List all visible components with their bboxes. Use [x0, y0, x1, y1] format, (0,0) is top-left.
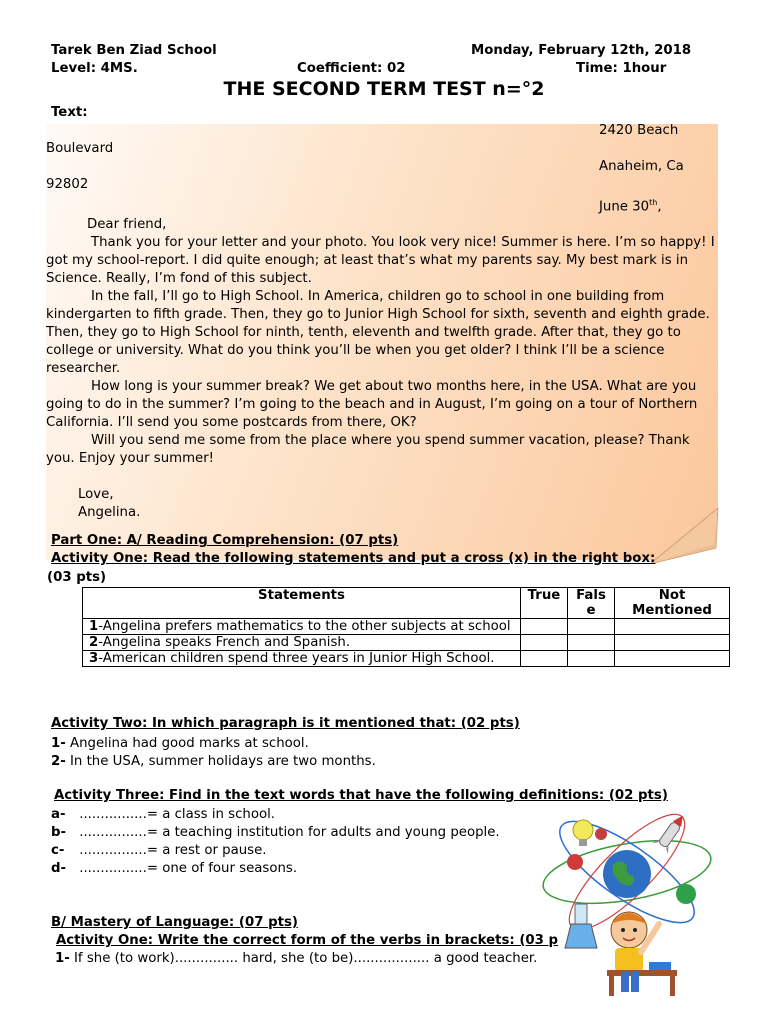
- table-row: [83, 635, 730, 651]
- list-item: c- ................= a rest or pause.: [51, 843, 267, 858]
- page-title: THE SECOND TERM TEST n=°2: [223, 78, 545, 100]
- true-checkbox[interactable]: [521, 651, 568, 667]
- paragraph-4: Will you send me some from the place where you spend summer vacation, please? Thank you. Enjoy your summer!: [46, 433, 690, 467]
- address-line: Boulevard: [46, 141, 114, 156]
- sphere-green: [676, 884, 696, 904]
- false-checkbox[interactable]: [568, 635, 615, 651]
- sphere-red: [567, 854, 583, 870]
- activity-three-list: [51, 806, 500, 878]
- lightbulb-icon: [573, 820, 593, 846]
- activity-one-heading: Activity One: Read the following statements and put a cross (x) in the right box:: [51, 551, 656, 566]
- level: Level: 4MS.: [51, 61, 138, 76]
- activity-two-heading: Activity Two: In which paragraph is it mentioned that: (02 pts): [51, 716, 520, 731]
- list-item: b- ................= a teaching institution for adults and young people.: [51, 825, 500, 840]
- part-b-list: [55, 950, 537, 968]
- letter-text: [46, 122, 749, 522]
- earth-icon: [603, 850, 651, 898]
- science-atom-illustration: [537, 812, 717, 998]
- text-label: Text:: [51, 105, 88, 120]
- not-mentioned-checkbox[interactable]: [615, 619, 730, 635]
- coefficient: Coefficient: 02: [297, 61, 406, 76]
- test-date: Monday, February 12th, 2018: [471, 43, 692, 58]
- letter-date: June 30th,: [599, 198, 662, 215]
- statements-table: [82, 587, 730, 667]
- not-mentioned-checkbox[interactable]: [615, 651, 730, 667]
- school-name: Tarek Ben Ziad School: [51, 43, 217, 58]
- signature: Angelina.: [78, 505, 141, 521]
- statement-cell: 1-Angelina prefers mathematics to the other subjects at school: [83, 619, 521, 635]
- statement-cell: 3-American children spend three years in Junior High School.: [83, 651, 521, 667]
- table-row: [83, 619, 730, 635]
- activity-one-points: (03 pts): [47, 570, 107, 585]
- table-row: [83, 651, 730, 667]
- paragraph-1: Thank you for your letter and your photo. You look very nice! Summer is here. I’m so happy! I got my school-report. I did quite enough; at least that’s what my parents say. My best mark is in Science. Really, I’m fond of this subject.: [46, 235, 749, 287]
- activity-two-list: [51, 735, 376, 771]
- closing: Love,: [78, 487, 114, 503]
- list-item: 2- In the USA, summer holidays are two months.: [51, 754, 376, 769]
- false-checkbox[interactable]: [568, 619, 615, 635]
- flask-icon: [565, 904, 597, 948]
- list-item: 1- If she (to work)............... hard, she (to be).................. a good teacher.: [55, 951, 538, 966]
- address-line: Anaheim, Ca: [599, 159, 684, 174]
- col-header-statements: Statements: [83, 588, 521, 619]
- part-one-heading: Part One: A/ Reading Comprehension: (07 pts): [51, 533, 399, 548]
- true-checkbox[interactable]: [521, 635, 568, 651]
- sphere-small: [595, 828, 607, 840]
- student-cartoon: [607, 912, 677, 996]
- list-item: a- ................= a class in school.: [51, 807, 276, 822]
- false-checkbox[interactable]: [568, 651, 615, 667]
- greeting: Dear friend,: [87, 217, 167, 233]
- part-b-activity-one-heading: Activity One: Write the correct form of the verbs in brackets: (03 p: [56, 933, 559, 948]
- rocket-icon: [652, 812, 691, 854]
- true-checkbox[interactable]: [521, 619, 568, 635]
- list-item: 1- Angelina had good marks at school.: [51, 736, 309, 751]
- activity-three-heading: Activity Three: Find in the text words that have the following definitions: (02 pts): [54, 788, 668, 803]
- paragraph-2: In the fall, I’ll go to High School. In America, children go to school in one building from kindergarten to fifth grade. Then, they go to Junior High School for sixth, seventh and eighth grade. Then, they go to High School for ninth, tenth, eleventh and twelfth grade. After that, they go to college or university. What do you think you’ll be when you get older? I think I’ll be a science researcher.: [46, 289, 710, 377]
- col-header-not-mentioned: Not Mentioned: [615, 588, 730, 619]
- address-line: 92802: [46, 177, 89, 192]
- part-b-heading: B/ Mastery of Language: (07 pts): [51, 915, 298, 930]
- col-header-true: True: [521, 588, 568, 619]
- address-line: 2420 Beach: [599, 123, 679, 138]
- paragraph-3: How long is your summer break? We get about two months here, in the USA. What are you going to do in the summer? I’m going to the beach and in August, I’m going on a tour of Northern California. I’ll send you some postcards from there, OK?: [46, 379, 698, 431]
- not-mentioned-checkbox[interactable]: [615, 635, 730, 651]
- statement-cell: 2-Angelina speaks French and Spanish.: [83, 635, 521, 651]
- list-item: d- ................= one of four seasons.: [51, 861, 298, 876]
- time-limit: Time: 1hour: [576, 61, 667, 76]
- col-header-false: False: [568, 588, 615, 619]
